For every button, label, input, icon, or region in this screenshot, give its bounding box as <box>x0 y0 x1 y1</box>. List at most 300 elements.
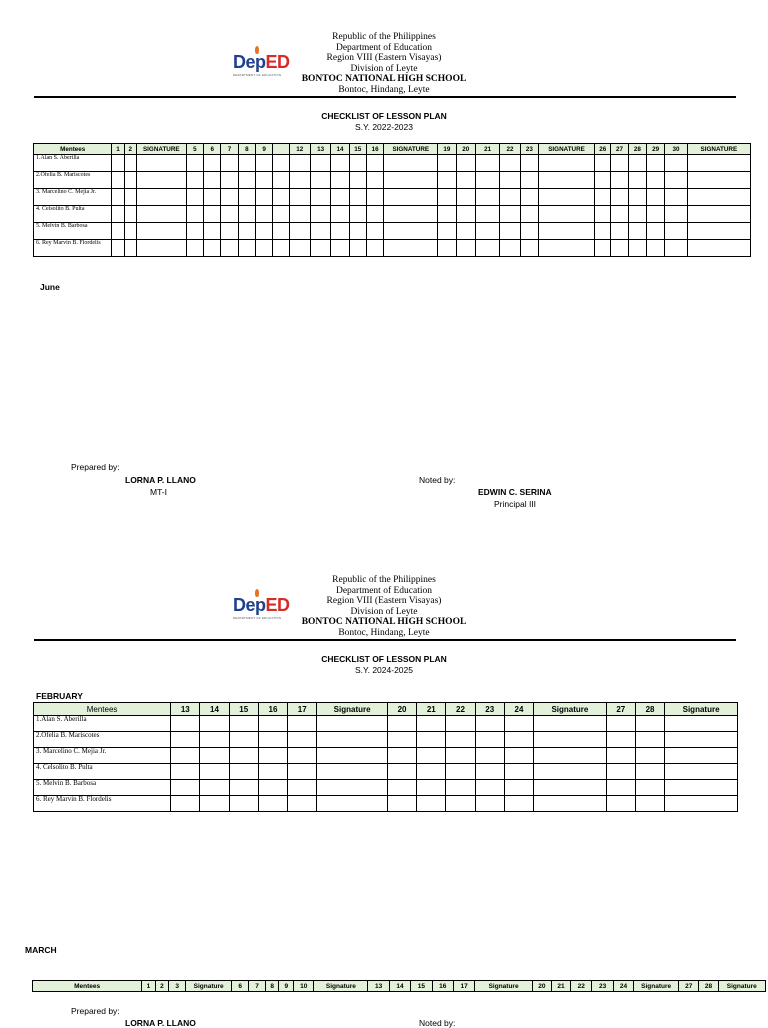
checklist-cell[interactable] <box>438 223 456 240</box>
noted-by-title: Principal III <box>494 499 537 509</box>
checklist-cell[interactable] <box>186 223 203 240</box>
checklist-cell[interactable] <box>665 155 687 172</box>
column-header: 7 <box>249 981 266 992</box>
checklist-cell[interactable] <box>635 716 664 732</box>
checklist-cell[interactable] <box>387 764 416 780</box>
checklist-cell[interactable] <box>446 780 475 796</box>
prepared-by-label: Prepared by: <box>71 462 120 472</box>
checklist-cell[interactable] <box>273 223 289 240</box>
checklist-cell[interactable] <box>317 780 388 796</box>
checklist-cell[interactable] <box>438 189 456 206</box>
checklist-cell[interactable] <box>384 223 438 240</box>
column-header: 9 <box>256 144 273 155</box>
mentee-name: 4. Celsolito B. Pulta <box>34 764 171 780</box>
column-header: 23 <box>520 144 538 155</box>
checklist-cell[interactable] <box>124 189 136 206</box>
checklist-cell[interactable] <box>366 206 383 223</box>
checklist-cell[interactable] <box>204 206 221 223</box>
checklist-cell[interactable] <box>606 716 635 732</box>
checklist-cell[interactable] <box>238 240 255 257</box>
checklist-cell[interactable] <box>112 189 124 206</box>
checklist-cell[interactable] <box>446 732 475 748</box>
document-title: CHECKLIST OF LESSON PLAN S.Y. 2022-2023 <box>321 111 447 132</box>
checklist-cell[interactable] <box>331 240 349 257</box>
checklist-cell[interactable] <box>635 780 664 796</box>
checklist-cell[interactable] <box>611 206 628 223</box>
checklist-cell[interactable] <box>238 189 255 206</box>
checklist-cell[interactable] <box>456 155 475 172</box>
checklist-cell[interactable] <box>238 223 255 240</box>
mentee-name: 6. Rey Marvin B. Flordelis <box>34 240 112 257</box>
checklist-cell[interactable] <box>539 155 595 172</box>
checklist-cell[interactable] <box>288 796 317 812</box>
column-header: 27 <box>679 981 699 992</box>
mentee-name: 1.Alan S. Aberilla <box>34 716 171 732</box>
checklist-cell[interactable] <box>665 796 738 812</box>
checklist-cell[interactable] <box>504 732 533 748</box>
checklist-cell[interactable] <box>289 189 310 206</box>
checklist-cell[interactable] <box>200 748 229 764</box>
checklist-cell[interactable] <box>258 764 287 780</box>
checklist-cell[interactable] <box>635 796 664 812</box>
checklist-cell[interactable] <box>456 223 475 240</box>
checklist-cell[interactable] <box>136 155 186 172</box>
checklist-cell[interactable] <box>349 240 366 257</box>
column-header: Signature <box>314 981 368 992</box>
checklist-cell[interactable] <box>288 780 317 796</box>
checklist-cell[interactable] <box>646 155 664 172</box>
checklist-cell[interactable] <box>687 155 750 172</box>
checklist-cell[interactable] <box>500 155 520 172</box>
column-header: 22 <box>571 981 592 992</box>
checklist-cell[interactable] <box>288 764 317 780</box>
checklist-cell[interactable] <box>258 780 287 796</box>
checklist-cell[interactable] <box>456 206 475 223</box>
mentee-name: 5. Melvin B. Barbosa <box>34 780 171 796</box>
checklist-cell[interactable] <box>646 206 664 223</box>
checklist-cell[interactable] <box>475 716 504 732</box>
checklist-cell[interactable] <box>665 748 738 764</box>
checklist-cell[interactable] <box>289 223 310 240</box>
column-header: 12 <box>289 144 310 155</box>
checklist-cell[interactable] <box>539 189 595 206</box>
column-header: Signature <box>665 703 738 716</box>
checklist-cell[interactable] <box>665 240 687 257</box>
checklist-cell[interactable] <box>288 732 317 748</box>
checklist-cell[interactable] <box>520 206 538 223</box>
mentee-name: 1.Alan S. Aberilla <box>34 155 112 172</box>
checklist-cell[interactable] <box>112 172 124 189</box>
checklist-cell[interactable] <box>366 223 383 240</box>
checklist-cell[interactable] <box>504 780 533 796</box>
checklist-cell[interactable] <box>635 764 664 780</box>
checklist-cell[interactable] <box>200 764 229 780</box>
month-label-february: FEBRUARY <box>36 691 83 701</box>
checklist-cell[interactable] <box>310 172 330 189</box>
checklist-cell[interactable] <box>520 155 538 172</box>
checklist-cell[interactable] <box>186 155 203 172</box>
checklist-cell[interactable] <box>136 172 186 189</box>
checklist-cell[interactable] <box>539 240 595 257</box>
checklist-cell[interactable] <box>504 764 533 780</box>
checklist-cell[interactable] <box>256 172 273 189</box>
table-row <box>34 764 738 780</box>
column-header: 30 <box>665 144 687 155</box>
checklist-cell[interactable] <box>171 716 200 732</box>
checklist-cell[interactable] <box>504 716 533 732</box>
column-header: 21 <box>551 981 570 992</box>
checklist-cell[interactable] <box>539 206 595 223</box>
checklist-cell[interactable] <box>238 206 255 223</box>
checklist-cell[interactable] <box>387 780 416 796</box>
checklist-cell[interactable] <box>331 206 349 223</box>
checklist-cell[interactable] <box>384 155 438 172</box>
checklist-cell[interactable] <box>112 206 124 223</box>
header-divider <box>34 639 736 641</box>
checklist-cell[interactable] <box>687 172 750 189</box>
checklist-cell[interactable] <box>289 155 310 172</box>
checklist-cell[interactable] <box>438 172 456 189</box>
checklist-cell[interactable] <box>387 796 416 812</box>
mentee-name: 3. Marcelino C. Mejia Jr. <box>34 189 112 206</box>
column-header: 15 <box>229 703 258 716</box>
checklist-cell[interactable] <box>475 732 504 748</box>
checklist-cell[interactable] <box>520 172 538 189</box>
checklist-cell[interactable] <box>258 748 287 764</box>
checklist-cell[interactable] <box>534 780 607 796</box>
checklist-cell[interactable] <box>384 206 438 223</box>
checklist-cell[interactable] <box>417 764 446 780</box>
checklist-cell[interactable] <box>446 796 475 812</box>
checklist-cell[interactable] <box>520 223 538 240</box>
column-header: 2 <box>155 981 169 992</box>
checklist-cell[interactable] <box>475 155 499 172</box>
checklist-cell[interactable] <box>384 189 438 206</box>
checklist-cell[interactable] <box>238 172 255 189</box>
checklist-cell[interactable] <box>200 796 229 812</box>
checklist-cell[interactable] <box>221 172 238 189</box>
checklist-cell[interactable] <box>124 206 136 223</box>
checklist-cell[interactable] <box>504 748 533 764</box>
checklist-cell[interactable] <box>475 796 504 812</box>
checklist-cell[interactable] <box>595 189 611 206</box>
checklist-cell[interactable] <box>171 748 200 764</box>
checklist-cell[interactable] <box>595 223 611 240</box>
checklist-cell[interactable] <box>112 223 124 240</box>
checklist-cell[interactable] <box>534 716 607 732</box>
checklist-cell[interactable] <box>317 716 388 732</box>
checklist-cell[interactable] <box>221 206 238 223</box>
column-header: 2 <box>124 144 136 155</box>
table-header-row <box>34 144 751 155</box>
checklist-cell[interactable] <box>387 732 416 748</box>
checklist-cell[interactable] <box>289 206 310 223</box>
checklist-cell[interactable] <box>534 732 607 748</box>
checklist-cell[interactable] <box>595 155 611 172</box>
checklist-cell[interactable] <box>366 240 383 257</box>
checklist-cell[interactable] <box>310 206 330 223</box>
checklist-cell[interactable] <box>417 748 446 764</box>
checklist-cell[interactable] <box>665 223 687 240</box>
checklist-cell[interactable] <box>171 764 200 780</box>
checklist-cell[interactable] <box>417 732 446 748</box>
checklist-cell[interactable] <box>349 189 366 206</box>
checklist-cell[interactable] <box>229 780 258 796</box>
column-header: 26 <box>595 144 611 155</box>
checklist-cell[interactable] <box>628 172 646 189</box>
checklist-cell[interactable] <box>595 172 611 189</box>
checklist-cell[interactable] <box>310 189 330 206</box>
checklist-cell[interactable] <box>349 172 366 189</box>
checklist-cell[interactable] <box>611 223 628 240</box>
column-header: 22 <box>500 144 520 155</box>
checklist-cell[interactable] <box>417 780 446 796</box>
checklist-cell[interactable] <box>539 172 595 189</box>
prepared-by-label: Prepared by: <box>71 1006 120 1016</box>
checklist-cell[interactable] <box>665 189 687 206</box>
checklist-cell[interactable] <box>606 796 635 812</box>
checklist-cell[interactable] <box>289 172 310 189</box>
checklist-cell[interactable] <box>646 240 664 257</box>
checklist-cell[interactable] <box>229 796 258 812</box>
checklist-cell[interactable] <box>628 240 646 257</box>
checklist-cell[interactable] <box>273 189 289 206</box>
checklist-cell[interactable] <box>204 155 221 172</box>
checklist-cell[interactable] <box>171 732 200 748</box>
checklist-cell[interactable] <box>628 155 646 172</box>
column-header: 13 <box>368 981 389 992</box>
checklist-cell[interactable] <box>665 206 687 223</box>
checklist-cell[interactable] <box>331 172 349 189</box>
checklist-cell[interactable] <box>611 189 628 206</box>
checklist-cell[interactable] <box>124 240 136 257</box>
checklist-cell[interactable] <box>273 206 289 223</box>
checklist-cell[interactable] <box>112 240 124 257</box>
checklist-cell[interactable] <box>417 716 446 732</box>
checklist-cell[interactable] <box>124 155 136 172</box>
checklist-cell[interactable] <box>186 240 203 257</box>
checklist-cell[interactable] <box>136 223 186 240</box>
checklist-cell[interactable] <box>520 240 538 257</box>
checklist-cell[interactable] <box>611 240 628 257</box>
checklist-cell[interactable] <box>221 189 238 206</box>
column-header: SIGNATURE <box>384 144 438 155</box>
checklist-cell[interactable] <box>475 764 504 780</box>
checklist-cell[interactable] <box>186 206 203 223</box>
checklist-cell[interactable] <box>635 732 664 748</box>
checklist-cell[interactable] <box>687 189 750 206</box>
checklist-cell[interactable] <box>136 240 186 257</box>
checklist-cell[interactable] <box>520 189 538 206</box>
checklist-cell[interactable] <box>331 155 349 172</box>
checklist-cell[interactable] <box>221 223 238 240</box>
checklist-cell[interactable] <box>611 172 628 189</box>
checklist-cell[interactable] <box>628 223 646 240</box>
checklist-cell[interactable] <box>475 780 504 796</box>
noted-by-label: Noted by: <box>419 475 456 485</box>
prepared-by-name: LORNA P. LLANO <box>125 475 196 485</box>
checklist-cell[interactable] <box>273 172 289 189</box>
checklist-cell[interactable] <box>317 796 388 812</box>
checklist-cell[interactable] <box>384 172 438 189</box>
checklist-cell[interactable] <box>258 716 287 732</box>
deped-logo: DepED DEPARTMENT OF EDUCATION <box>233 48 295 82</box>
checklist-cell[interactable] <box>200 732 229 748</box>
column-header: 20 <box>387 703 416 716</box>
checklist-cell[interactable] <box>256 223 273 240</box>
checklist-cell[interactable] <box>256 155 273 172</box>
checklist-cell[interactable] <box>200 716 229 732</box>
checklist-cell[interactable] <box>112 155 124 172</box>
checklist-cell[interactable] <box>687 240 750 257</box>
checklist-cell[interactable] <box>349 206 366 223</box>
column-header: 21 <box>475 144 499 155</box>
checklist-cell[interactable] <box>171 780 200 796</box>
checklist-cell[interactable] <box>475 189 499 206</box>
checklist-cell[interactable] <box>289 240 310 257</box>
checklist-cell[interactable] <box>628 189 646 206</box>
checklist-cell[interactable] <box>646 172 664 189</box>
checklist-cell[interactable] <box>171 796 200 812</box>
checklist-cell[interactable] <box>366 172 383 189</box>
checklist-cell[interactable] <box>539 223 595 240</box>
checklist-cell[interactable] <box>475 206 499 223</box>
checklist-cell[interactable] <box>186 172 203 189</box>
checklist-cell[interactable] <box>124 172 136 189</box>
checklist-cell[interactable] <box>366 189 383 206</box>
checklist-cell[interactable] <box>229 732 258 748</box>
checklist-cell[interactable] <box>595 206 611 223</box>
checklist-cell[interactable] <box>534 796 607 812</box>
checklist-cell[interactable] <box>646 189 664 206</box>
checklist-cell[interactable] <box>456 172 475 189</box>
mentee-name: 6. Rey Marvin B. Flordelis <box>34 796 171 812</box>
column-header: 28 <box>635 703 664 716</box>
checklist-cell[interactable] <box>288 716 317 732</box>
checklist-cell[interactable] <box>229 716 258 732</box>
checklist-cell[interactable] <box>665 172 687 189</box>
checklist-cell[interactable] <box>665 780 738 796</box>
checklist-cell[interactable] <box>310 240 330 257</box>
checklist-cell[interactable] <box>258 796 287 812</box>
checklist-cell[interactable] <box>331 223 349 240</box>
column-header: Signature <box>718 981 765 992</box>
checklist-cell[interactable] <box>475 223 499 240</box>
checklist-cell[interactable] <box>606 780 635 796</box>
checklist-table-february <box>33 702 738 812</box>
checklist-cell[interactable] <box>258 732 287 748</box>
column-header: 13 <box>310 144 330 155</box>
checklist-cell[interactable] <box>200 780 229 796</box>
checklist-cell[interactable] <box>229 764 258 780</box>
checklist-cell[interactable] <box>438 155 456 172</box>
checklist-cell[interactable] <box>310 155 330 172</box>
checklist-cell[interactable] <box>349 155 366 172</box>
checklist-cell[interactable] <box>500 240 520 257</box>
column-header-mentees: Mentees <box>34 144 112 155</box>
checklist-cell[interactable] <box>317 764 388 780</box>
checklist-cell[interactable] <box>331 189 349 206</box>
checklist-cell[interactable] <box>611 155 628 172</box>
checklist-cell[interactable] <box>384 240 438 257</box>
checklist-cell[interactable] <box>238 155 255 172</box>
checklist-cell[interactable] <box>687 206 750 223</box>
column-header: 16 <box>432 981 453 992</box>
checklist-cell[interactable] <box>606 764 635 780</box>
checklist-cell[interactable] <box>387 716 416 732</box>
checklist-cell[interactable] <box>417 796 446 812</box>
checklist-cell[interactable] <box>438 240 456 257</box>
checklist-cell[interactable] <box>204 189 221 206</box>
checklist-cell[interactable] <box>438 206 456 223</box>
checklist-cell[interactable] <box>475 748 504 764</box>
checklist-cell[interactable] <box>256 240 273 257</box>
checklist-cell[interactable] <box>500 223 520 240</box>
checklist-cell[interactable] <box>136 189 186 206</box>
table-row <box>34 206 751 223</box>
checklist-cell[interactable] <box>534 764 607 780</box>
checklist-cell[interactable] <box>500 172 520 189</box>
checklist-cell[interactable] <box>256 189 273 206</box>
checklist-cell[interactable] <box>665 764 738 780</box>
checklist-cell[interactable] <box>606 732 635 748</box>
checklist-cell[interactable] <box>475 240 499 257</box>
checklist-cell[interactable] <box>500 206 520 223</box>
table-row <box>34 732 738 748</box>
checklist-cell[interactable] <box>204 172 221 189</box>
checklist-cell[interactable] <box>221 240 238 257</box>
checklist-cell[interactable] <box>273 240 289 257</box>
checklist-cell[interactable] <box>446 748 475 764</box>
checklist-cell[interactable] <box>665 716 738 732</box>
checklist-cell[interactable] <box>256 206 273 223</box>
checklist-cell[interactable] <box>628 206 646 223</box>
checklist-cell[interactable] <box>310 223 330 240</box>
checklist-cell[interactable] <box>387 748 416 764</box>
checklist-cell[interactable] <box>273 155 289 172</box>
checklist-cell[interactable] <box>317 748 388 764</box>
checklist-cell[interactable] <box>221 155 238 172</box>
checklist-cell[interactable] <box>446 716 475 732</box>
checklist-cell[interactable] <box>635 748 664 764</box>
checklist-cell[interactable] <box>534 748 607 764</box>
checklist-cell[interactable] <box>366 155 383 172</box>
column-header: 24 <box>613 981 633 992</box>
checklist-cell[interactable] <box>317 732 388 748</box>
checklist-cell[interactable] <box>595 240 611 257</box>
checklist-cell[interactable] <box>456 189 475 206</box>
checklist-cell[interactable] <box>288 748 317 764</box>
column-header: 29 <box>646 144 664 155</box>
checklist-cell[interactable] <box>646 223 664 240</box>
checklist-cell[interactable] <box>204 240 221 257</box>
checklist-cell[interactable] <box>475 172 499 189</box>
checklist-cell[interactable] <box>504 796 533 812</box>
checklist-cell[interactable] <box>229 748 258 764</box>
checklist-cell[interactable] <box>687 223 750 240</box>
column-header: 3 <box>169 981 186 992</box>
checklist-cell[interactable] <box>349 223 366 240</box>
checklist-cell[interactable] <box>124 223 136 240</box>
checklist-cell[interactable] <box>446 764 475 780</box>
checklist-cell[interactable] <box>186 189 203 206</box>
checklist-cell[interactable] <box>136 206 186 223</box>
checklist-cell[interactable] <box>500 189 520 206</box>
checklist-cell[interactable] <box>456 240 475 257</box>
checklist-cell[interactable] <box>204 223 221 240</box>
checklist-cell[interactable] <box>606 748 635 764</box>
checklist-cell[interactable] <box>665 732 738 748</box>
